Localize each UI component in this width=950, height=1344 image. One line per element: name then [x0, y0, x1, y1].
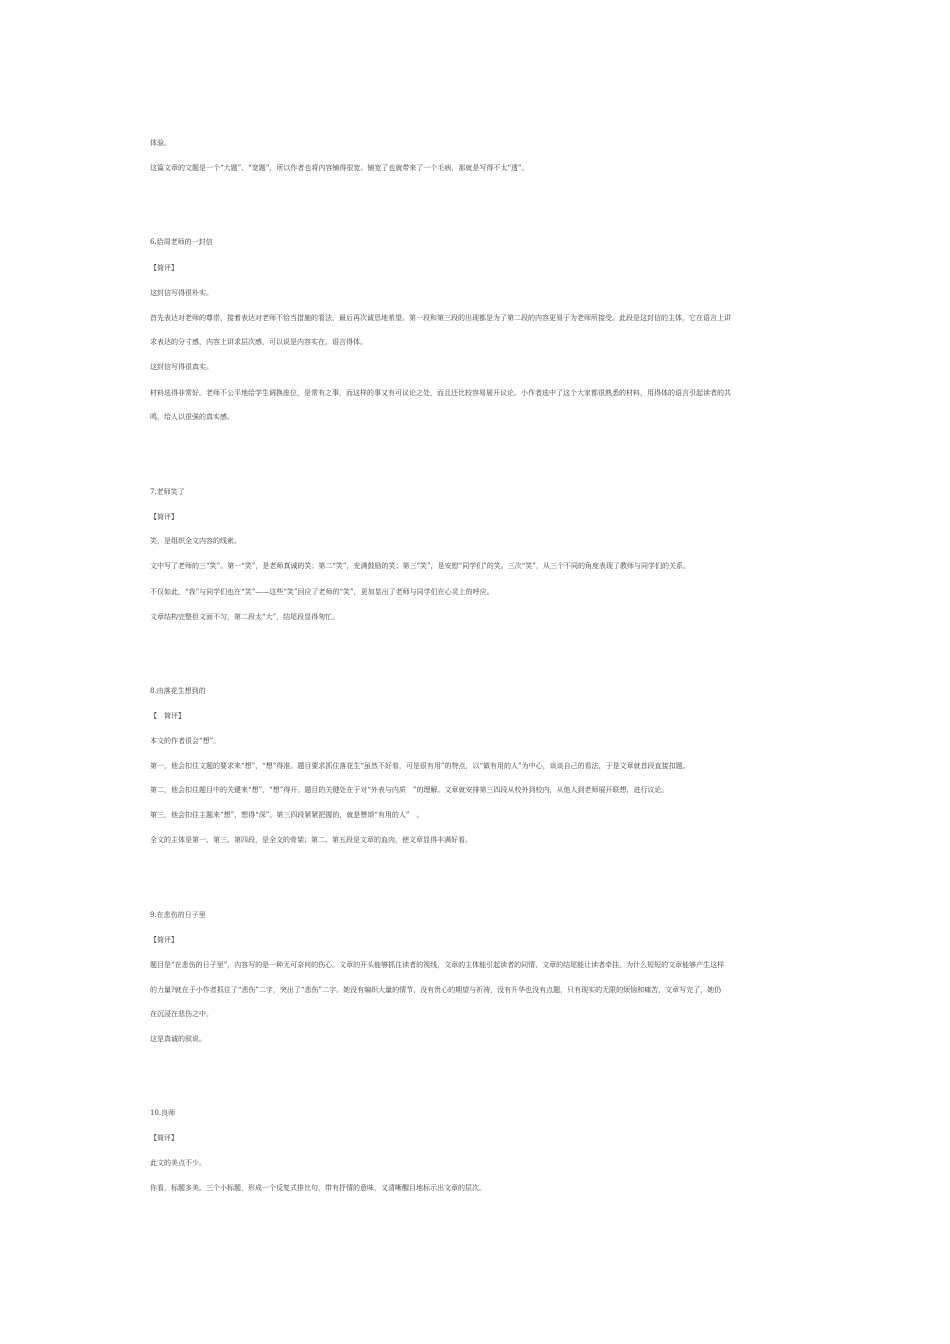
paragraph-line: 首先表达对老师的尊崇，接着表达对老师不恰当措施的看法，最后再次诚恳地希望。第一段和第三段的出现都是为了第二段的内容更易于为老师所接受。此段是这封信的主体，它在语言上讲	[150, 314, 731, 322]
section-10-tag: 【简评】	[150, 1134, 178, 1142]
section-9-title: 9.在悲伤的日子里	[150, 911, 206, 919]
paragraph-line: 不仅如此，“我”与同学们也在“笑”——这些“笑”回应了老师的“笑”，更加显出了老师与同学们在心灵上的呼应。	[150, 588, 494, 596]
paragraph-line: 在沉浸在悲伤之中。	[150, 1010, 213, 1018]
paragraph-line: 第二，他会扣住题目中的关键来“想”，“想”得开。题目的关键处在于对“外表与内质 ”的理解。文章就安排第三四段从校外到校内，从他人到老师展开联想，进行议论。	[150, 786, 669, 794]
section-9-tag: 【简评】	[150, 936, 178, 944]
section-7-title: 7.老师笑了	[150, 488, 185, 496]
section-8-tag: 【 简评】	[150, 712, 185, 720]
paragraph-line: 本文的作者很会“想”。	[150, 737, 221, 745]
paragraph-line: 体验。	[150, 139, 171, 147]
paragraph-line: 材料选得非常好。老师不公平地给学生调换座位，是常有之事，而这样的事又有可议论之处，而且还比较容易展开议论。小作者选中了这个大家都很熟悉的材料，用得体的语言引起读者的共	[150, 389, 731, 397]
section-6-tag: 【简评】	[150, 264, 178, 272]
paragraph-line: 文中写了老师的三“笑”。第一“笑”，是老师真诚的笑；第二“笑”，充满鼓励的笑；第三“笑”，是安慰“同学们”的笑。三次“笑”，从三个不同的角度表现了教师与同学们的关系。	[150, 562, 690, 570]
paragraph-line: 文章结构完整但文面不匀，第二段太“大”，结尾段显得匆忙。	[150, 613, 340, 621]
paragraph-line: 你看，标题多美。三个小标题，形成一个反复式排比句，带有抒情的意味，又清晰醒目地标示出文章的层次。	[150, 1184, 486, 1192]
paragraph-line: 求表达的分寸感，内容上讲求层次感，可以说是内容实在，语言得体。	[150, 338, 367, 346]
paragraph-line: 鸣，给人以很强的真实感。	[150, 413, 234, 421]
paragraph-line: 此文的美点不少。	[150, 1159, 206, 1167]
section-6-title: 6.给周老师的一封信	[150, 238, 213, 246]
paragraph-line: 第三，他会扣住主题来“想”，想得“深”。第三四段紧紧把握的，就是赞颂“有用的人” 。	[150, 811, 424, 819]
paragraph-line: 的力量?就在于小作者抓住了“悲伤”二字，突出了“悲伤”二字。她没有编织大量的情节，没有贵心的期望与祈祷，没有升华也没有点题，只有现实的无限的烦恼和痛苦，文章写完了，她仍	[150, 986, 722, 994]
paragraph-line: 第一，他会扣住文题的要求来“想”，“想”得准。题目要求抓住落花生“虽然不好看，可是很有用”的特点，以“做有用的人”为中心，谈谈自己的看法，于是文章就首段直接扣题。	[150, 762, 690, 770]
paragraph-line: 笑，是组织全文内容的线索。	[150, 537, 241, 545]
paragraph-line: 这封信写得很真实。	[150, 363, 213, 371]
paragraph-line: 题目是“在悲伤的日子里”，内容写的是一种无可奈何的伤心。文章的开头能够抓住读者的视线，文章的主体能引起读者的同情，文章的结尾能让读者牵挂。为什么短短的文章能够产生这样	[150, 961, 725, 969]
paragraph-line: 这篇文章的文题是一个“大题”、“宽题”，所以作者也将内容铺得很宽。铺宽了也就带来了一个毛病，那就是写得不太“透”。	[150, 164, 529, 172]
paragraph-line: 这封信写得很朴实。	[150, 289, 213, 297]
section-7-tag: 【简评】	[150, 513, 178, 521]
paragraph-line: 全文的主体是第一、第三、第四段，是全文的骨架；第二、第五段是文章的血肉，使文章显得丰满好看。	[150, 836, 472, 844]
section-10-title: 10.良师	[150, 1109, 176, 1117]
section-8-title: 8.由落花生想到的	[150, 687, 206, 695]
paragraph-line: 这是真诚的叙说。	[150, 1035, 206, 1043]
